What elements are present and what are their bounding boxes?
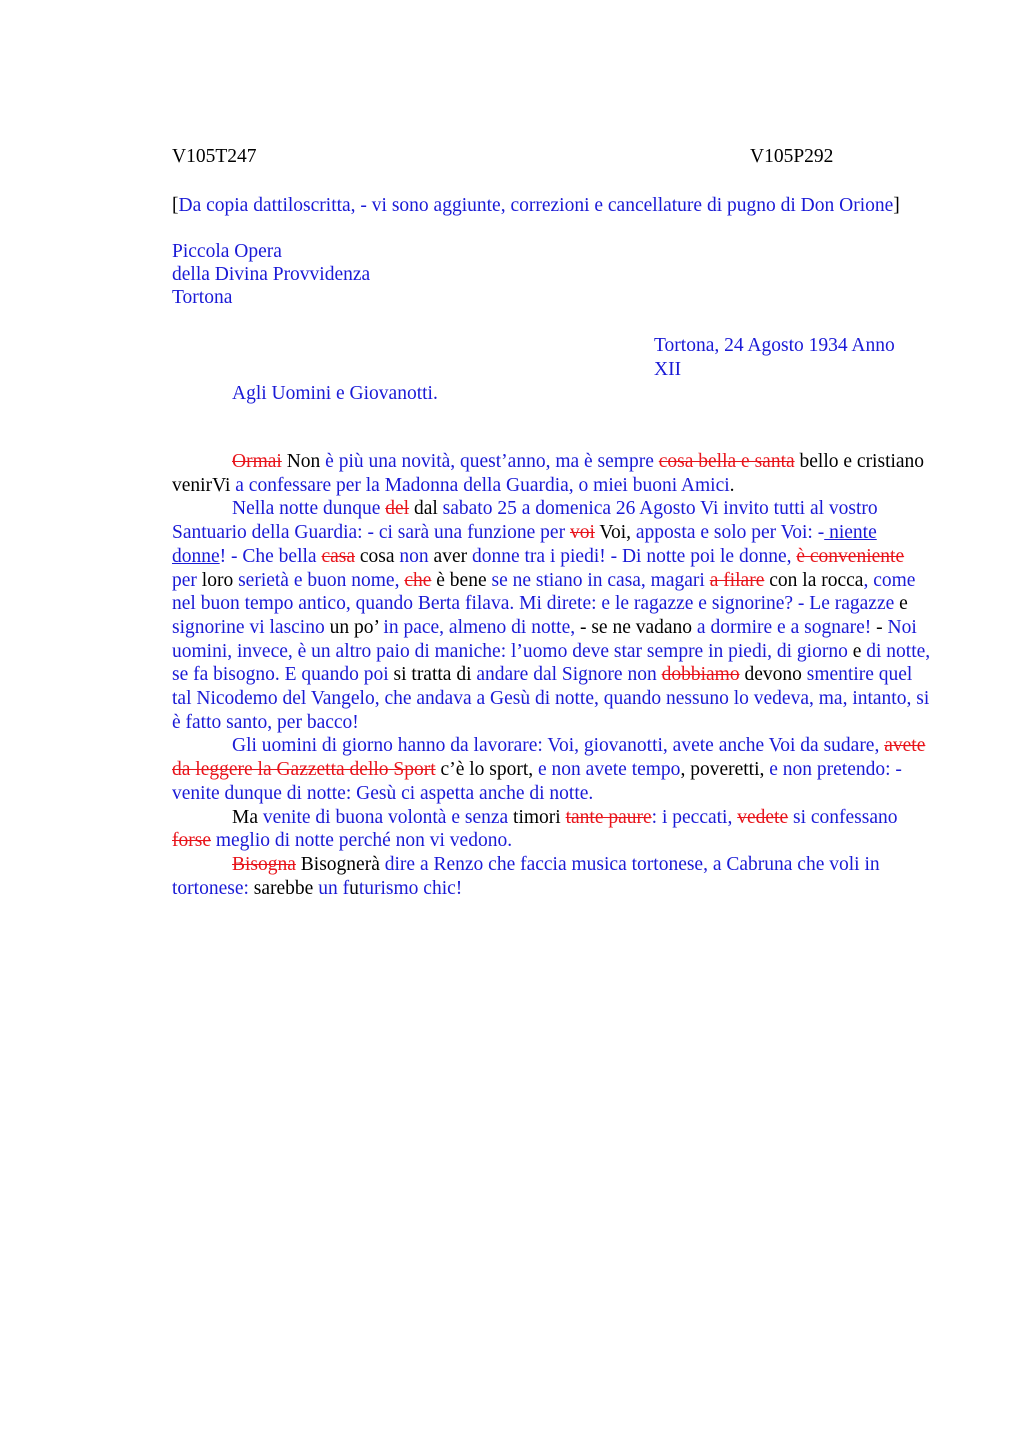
paragraph-3: [172, 734, 932, 805]
deleted-text: che: [404, 569, 432, 591]
original-text: , poveretti,: [680, 759, 770, 781]
original-text: - se ne vadano: [575, 616, 697, 638]
added-text: turismo chic!: [358, 877, 463, 899]
paragraph-4: [172, 806, 932, 853]
original-text: .: [729, 474, 735, 496]
note-open-bracket: [: [172, 195, 179, 216]
original-text: cosa: [355, 545, 400, 567]
document-references: [172, 146, 932, 172]
added-text: a dormire e a sognare!: [696, 616, 877, 638]
note-text: Da copia dattiloscritta, - vi sono aggiunte, correzioni e cancellature di pugno di Don Orione: [178, 195, 894, 216]
added-text: a confessare per la Madonna della Guardia, o miei buoni Amici: [235, 474, 730, 496]
letterhead-line-3: Tortona: [172, 287, 233, 308]
original-text: si tratta di: [393, 664, 477, 686]
original-text: Bisognerà: [295, 853, 385, 875]
added-text: per: [172, 569, 202, 591]
original-text: aver: [428, 545, 472, 567]
deleted-text: a filare: [709, 569, 765, 591]
original-text: è bene: [431, 569, 492, 591]
added-text: e non avete tempo: [538, 759, 681, 781]
deleted-text: casa: [321, 545, 356, 567]
original-text: devono: [739, 664, 807, 686]
deleted-text: dobbiamo: [661, 664, 740, 686]
transcription-note: [172, 194, 932, 217]
deleted-text: avete da leggere la Gazzetta dello Sport: [172, 735, 926, 781]
added-text: si confessano: [788, 806, 898, 828]
letterhead: [172, 240, 932, 309]
original-text: timori: [513, 806, 566, 828]
original-text: Voi,: [594, 522, 636, 544]
added-text: Noi uomini, invece, è un altro paio di maniche: l’uomo deve star sempre in piedi, di giorno: [172, 616, 917, 662]
added-text: smentire quel tal Nicodemo del Vangelo, che andava a Gesù di notte, quando nessuno lo vedeva, ma, intanto, si è fatto santo, per bacco!: [172, 664, 930, 733]
paragraph-2: [172, 497, 932, 734]
added-text: dire a Renzo che faccia musica tortonese, a Cabruna che voli in tortonese:: [172, 853, 880, 899]
deleted-text: cosa bella e santa: [658, 451, 795, 472]
paragraph-1: [172, 450, 932, 497]
added-text: serietà e buon nome,: [238, 569, 405, 591]
added-text: meglio di notte perché non vi vedono.: [210, 830, 513, 852]
letterhead-line-2: della Divina Provvidenza: [172, 264, 371, 285]
added-text: ! - Che bella: [219, 545, 322, 567]
added-text: un f: [318, 877, 350, 899]
original-text: sarebbe: [248, 877, 319, 899]
added-text: venite di buona volontà e senza: [262, 806, 514, 828]
deleted-text: Bisogna: [232, 853, 296, 875]
added-text: donne tra i piedi! - Di notte poi le donne,: [471, 545, 797, 567]
original-text: e: [852, 640, 867, 662]
greeting: Agli Uomini e Giovanotti.: [232, 383, 438, 404]
added-text: se ne stiano in casa, magari: [491, 569, 710, 591]
added-text: sabato 25 a domenica 26 Agosto Vi invito tutti al vostro Santuario della Guardia: - ci sarà una funzione per: [172, 498, 878, 544]
added-text: Gli uomini di giorno hanno da lavorare: Voi, giovanotti, avete anche Voi da sudare,: [232, 735, 885, 757]
deleted-text: voi: [569, 522, 595, 544]
added-text: è più una novità, quest’anno, ma è sempre: [325, 451, 659, 472]
dateline: Tortona, 24 Agosto 1934 Anno XII: [654, 335, 895, 380]
note-close-bracket: ]: [893, 195, 900, 216]
added-text: e non pretendo: - venite dunque di notte: Gesù ci aspetta anche di notte.: [172, 759, 902, 804]
reference-right: V105P292: [750, 146, 834, 167]
letter-body: [172, 450, 932, 900]
original-text: -: [876, 616, 888, 638]
deleted-text: Ormai: [232, 451, 282, 472]
deleted-text: tante paure: [565, 806, 652, 828]
added-text: Nella notte dunque: [232, 498, 386, 520]
original-text: dal: [409, 498, 443, 520]
original-text: bello e cristiano venirVi: [172, 451, 925, 496]
deleted-text: del: [385, 498, 410, 520]
reference-left: V105T247: [172, 146, 257, 167]
deleted-text: è conveniente: [796, 545, 905, 567]
added-text: : i peccati,: [651, 806, 738, 828]
added-text: apposta e solo per Voi: -: [635, 522, 825, 544]
paragraph-5: [172, 853, 932, 900]
deleted-text: forse: [172, 830, 211, 852]
original-text: con la rocca: [764, 569, 864, 591]
added-text: non: [399, 545, 429, 567]
added-text: niente donne: [172, 522, 877, 567]
original-text: e: [899, 593, 908, 615]
added-text: in pace, almeno di notte,: [383, 616, 576, 638]
added-text: di notte, se fa bisogno. E quando poi: [172, 640, 931, 686]
added-text: , come nel buon tempo antico, quando Berta filava. Mi direte: e le ragazze e signorine? - Le ragazze: [172, 569, 916, 615]
original-text: Non: [281, 451, 326, 472]
original-text: loro: [201, 569, 239, 591]
original-text: Ma: [232, 806, 263, 828]
letterhead-line-1: Piccola Opera: [172, 241, 282, 262]
original-text: c’è lo sport,: [435, 759, 539, 781]
deleted-text: vedete: [737, 806, 789, 828]
added-text: andare dal Signore non: [476, 664, 662, 686]
original-text: u: [349, 877, 359, 899]
original-text: un po’: [324, 616, 384, 638]
document-page: [172, 146, 932, 900]
added-text: signorine vi lascino: [172, 616, 325, 638]
